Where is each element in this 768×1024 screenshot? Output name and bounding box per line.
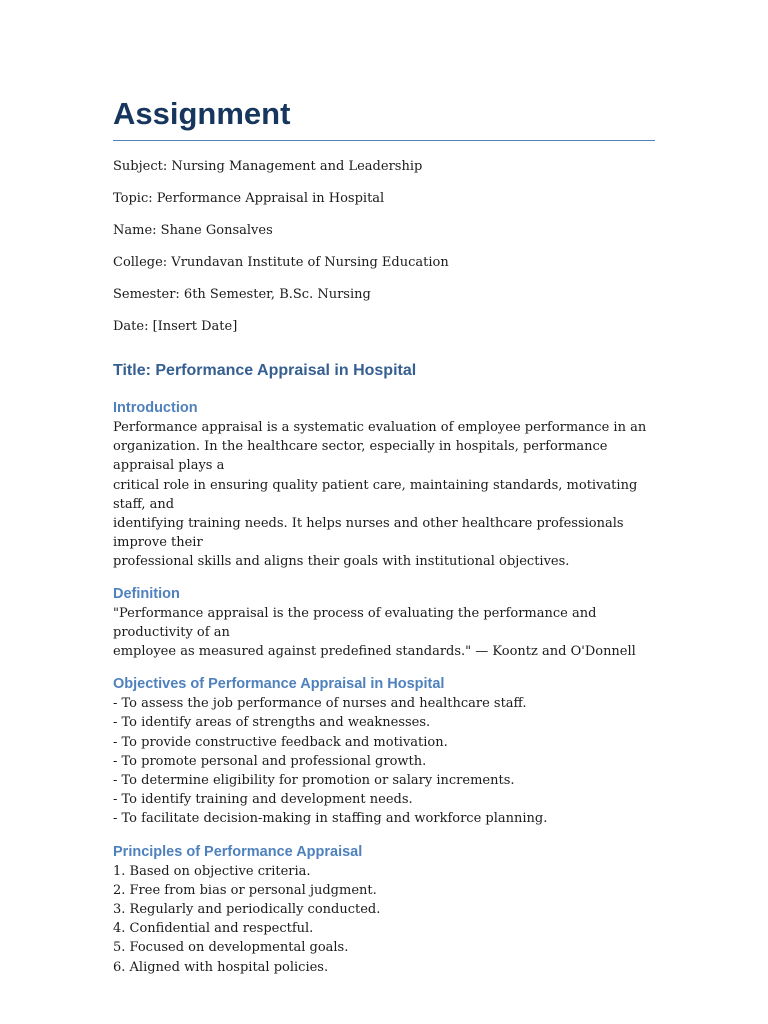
- definition-paragraph: [113, 604, 655, 662]
- document-page: [113, 94, 655, 977]
- objectives-heading: Objectives of Performance Appraisal in Hospital: [113, 676, 445, 693]
- list-item: 5. Focused on developmental goals.: [113, 940, 349, 956]
- introduction-paragraph: [113, 418, 655, 572]
- subject-line: Subject: Nursing Management and Leadership: [113, 159, 423, 174]
- topic-line: Topic: Performance Appraisal in Hospital: [113, 191, 385, 206]
- list-item: - To determine eligibility for promotion or salary increments.: [113, 773, 515, 789]
- list-item: - To identify areas of strengths and weaknesses.: [113, 715, 431, 731]
- list-item: - To facilitate decision-making in staffing and workforce planning.: [113, 811, 548, 827]
- assignment-details: [113, 159, 655, 335]
- college-line: College: Vrundavan Institute of Nursing Education: [113, 255, 449, 270]
- paragraph-line: Performance appraisal is a systematic evaluation of employee performance in an: [113, 420, 647, 435]
- paragraph-line: professional skills and aligns their goals with institutional objectives.: [113, 554, 570, 570]
- principles-heading: Principles of Performance Appraisal: [113, 843, 363, 860]
- list-item: 2. Free from bias or personal judgment.: [113, 882, 377, 898]
- paragraph-line: organization. In the healthcare sector, especially in hospitals, performance appraisal plays a: [113, 439, 608, 474]
- paragraph-line: employee as measured against predefined standards." — Koontz and O'Donnell: [113, 644, 636, 660]
- name-line: Name: Shane Gonsalves: [113, 223, 273, 238]
- principles-list: [113, 862, 655, 977]
- paragraph-line: identifying training needs. It helps nurses and other healthcare professionals improve their: [113, 516, 624, 551]
- paragraph-line: critical role in ensuring quality patient care, maintaining standards, motivating staff, and: [113, 477, 638, 512]
- list-item: 1. Based on objective criteria.: [113, 863, 311, 879]
- list-item: - To provide constructive feedback and motivation.: [113, 734, 448, 750]
- list-item: 3. Regularly and periodically conducted.: [113, 902, 381, 918]
- objectives-list: [113, 694, 655, 828]
- semester-line: Semester: 6th Semester, B.Sc. Nursing: [113, 287, 371, 302]
- date-line: Date: [Insert Date]: [113, 319, 238, 334]
- list-item: - To assess the job performance of nurses and healthcare staff.: [113, 696, 527, 712]
- definition-heading: Definition: [113, 585, 180, 602]
- main-title: Title: Performance Appraisal in Hospital: [113, 362, 417, 379]
- list-item: - To promote personal and professional growth.: [113, 753, 427, 769]
- list-item: 4. Confidential and respectful.: [113, 921, 314, 937]
- introduction-heading: Introduction: [113, 400, 198, 416]
- paragraph-line: "Performance appraisal is the process of evaluating the performance and productivity of an: [113, 605, 597, 640]
- document-title: Assignment: [113, 94, 655, 141]
- list-item: 6. Aligned with hospital policies.: [113, 959, 329, 975]
- list-item: - To identify training and development needs.: [113, 792, 413, 808]
